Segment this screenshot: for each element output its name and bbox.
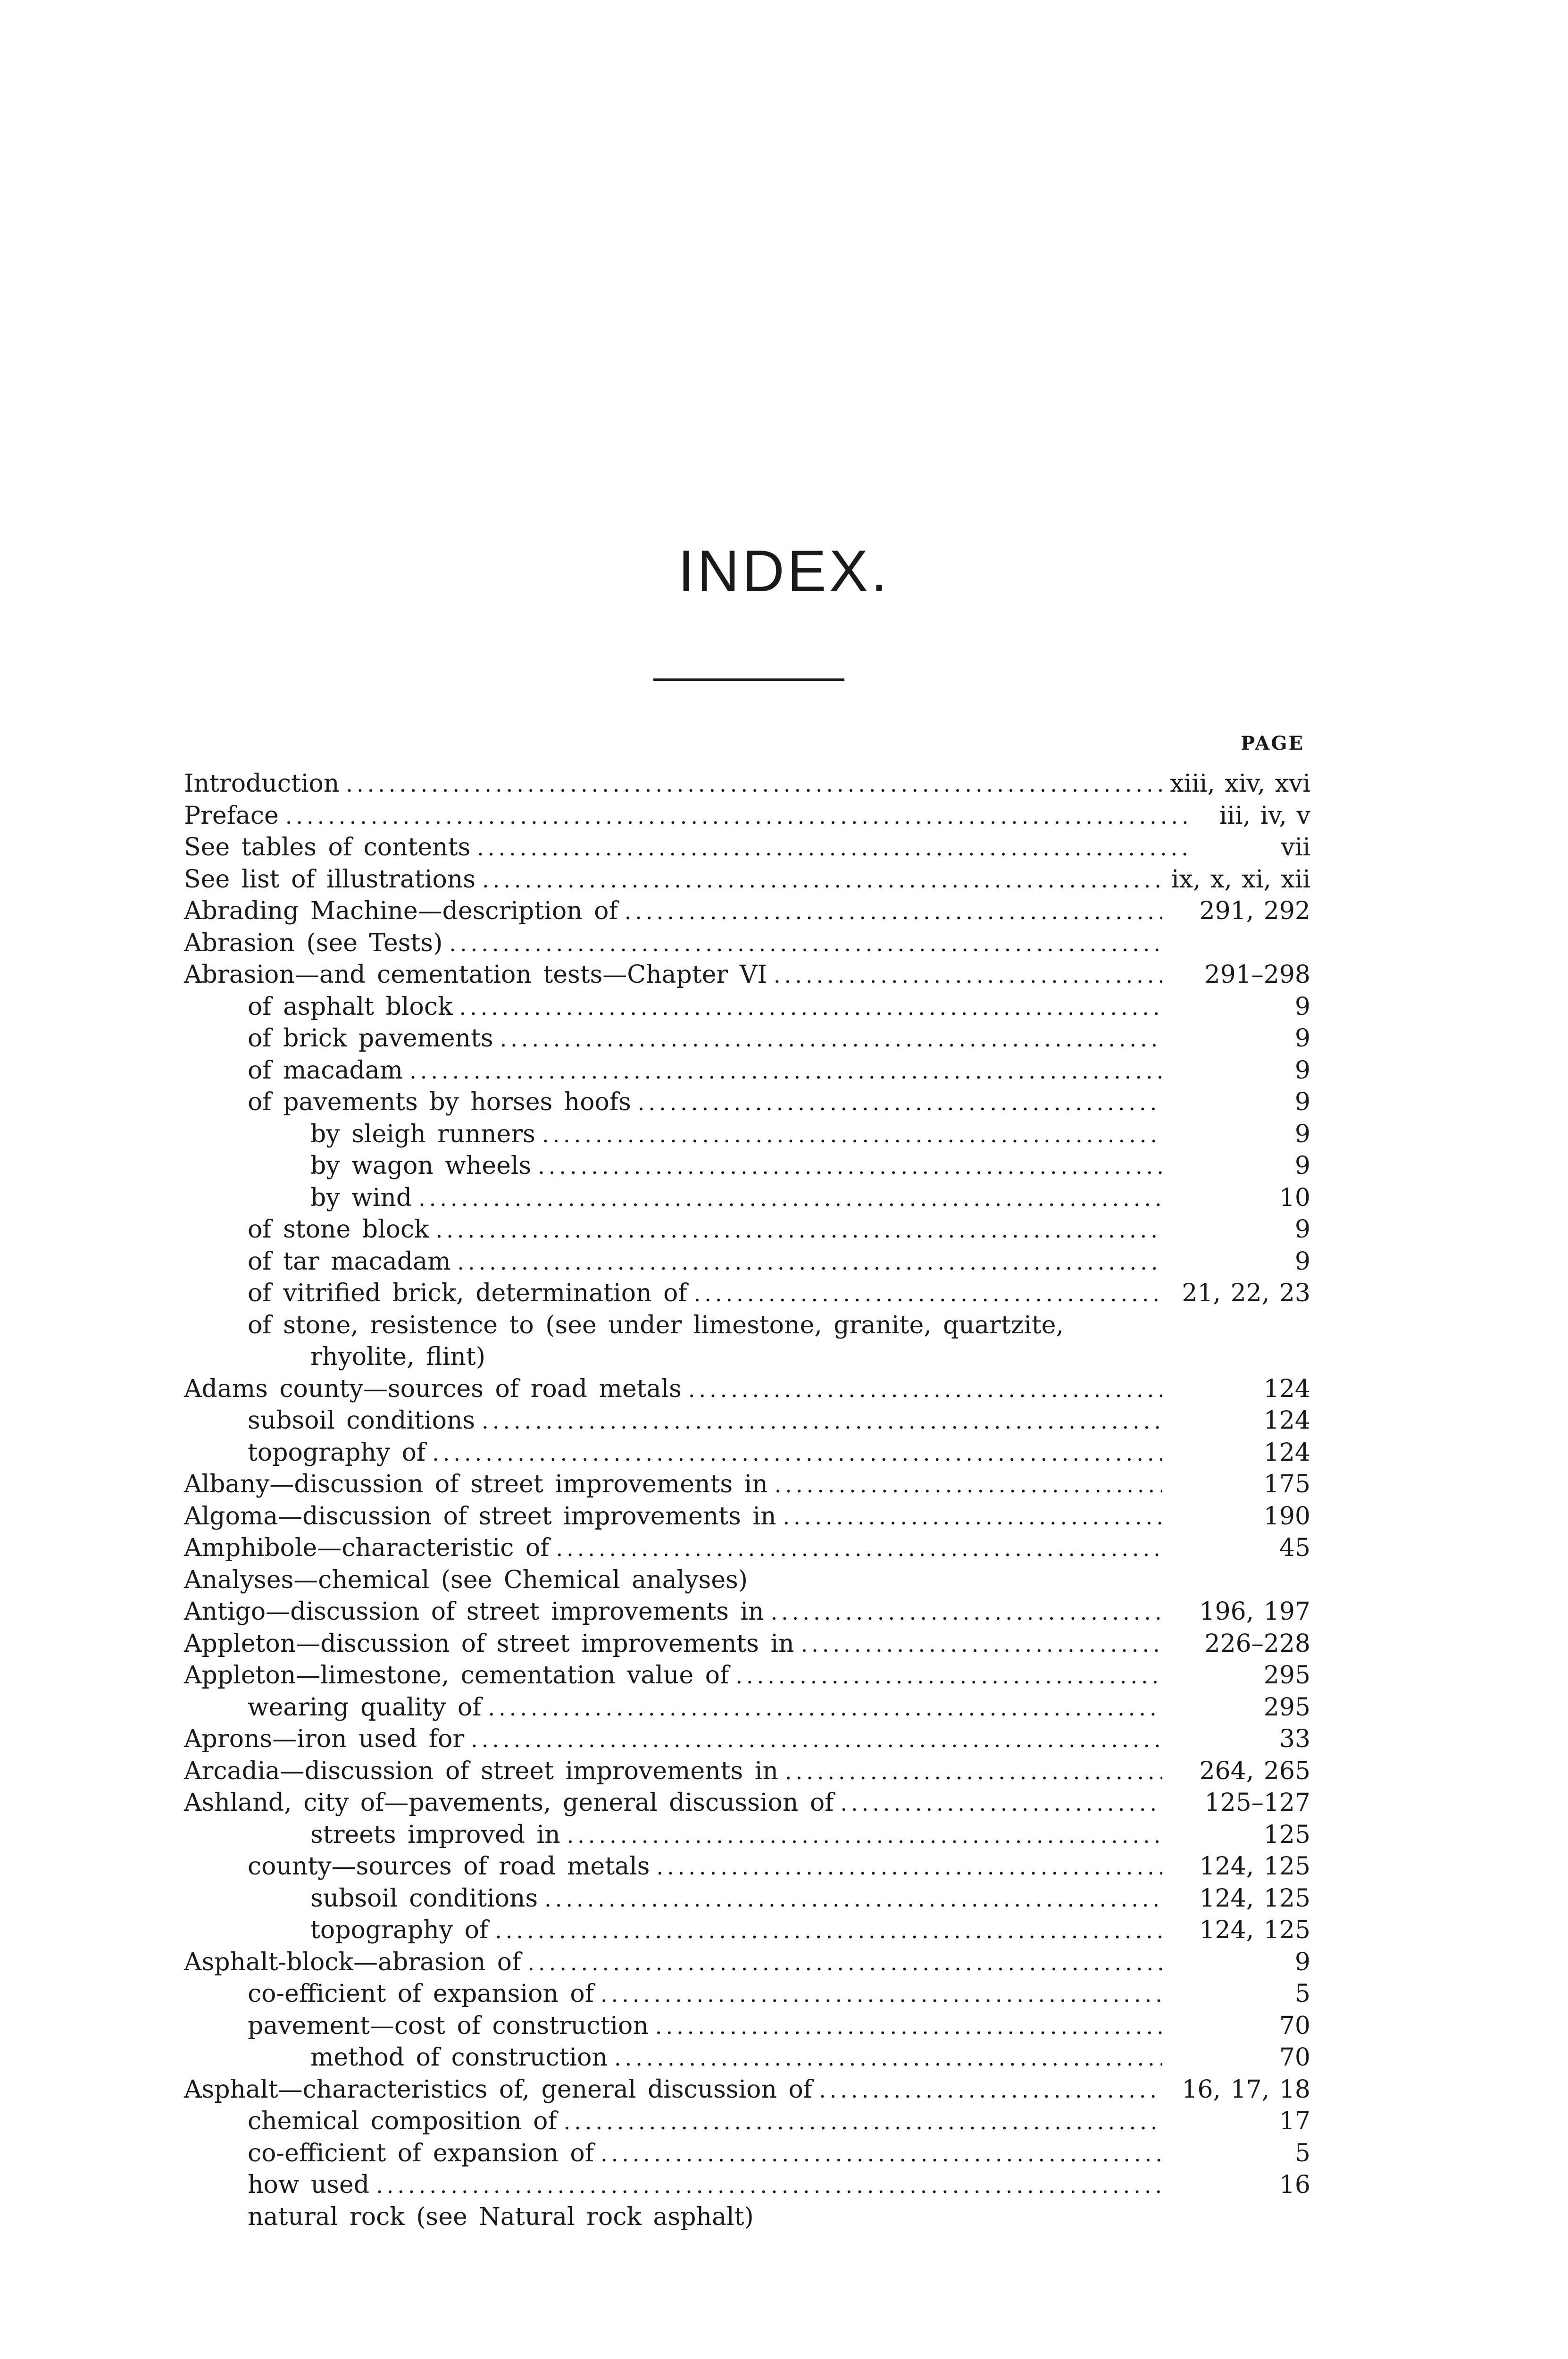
index-entry-text: co-efficient of expansion of — [248, 2139, 594, 2167]
index-entry-text: Appleton—limestone, cementation value of — [184, 1661, 729, 1690]
index-entry-page: 9 — [1294, 1024, 1310, 1053]
index-entry — [248, 1437, 1310, 1469]
index-entry — [184, 1501, 1310, 1533]
page-column-label: PAGE — [1241, 732, 1304, 754]
dot-leader — [625, 896, 1162, 928]
index-entry-text: Amphibole—characteristic of — [184, 1534, 550, 1562]
index-entry — [248, 991, 1310, 1023]
index-entry-page: 9 — [1294, 1056, 1310, 1085]
index-entry-page: 5 — [1294, 1980, 1310, 2008]
index-entry — [310, 1182, 1310, 1214]
index-entry-page: ix, x, xi, xii — [1171, 865, 1310, 894]
dot-leader — [527, 1947, 1162, 1979]
index-entry-page: 124 — [1263, 1406, 1310, 1435]
dot-leader — [614, 2042, 1162, 2075]
index-entry — [310, 1915, 1310, 1947]
index-entry-text: topography of — [310, 1916, 489, 1944]
index-entry-text: of macadam — [248, 1056, 403, 1085]
index-entry — [248, 1023, 1310, 1055]
dot-leader — [567, 1820, 1162, 1852]
index-entry-text: Asphalt-block—abrasion of — [184, 1948, 521, 1976]
dot-leader — [783, 1501, 1162, 1533]
index-entry — [248, 2010, 1310, 2042]
index-entry-text: Arcadia—discussion of street improvements in — [184, 1757, 778, 1785]
index-entry-text: Abrasion (see Tests) — [184, 929, 443, 957]
index-entry-page: 9 — [1294, 1247, 1310, 1276]
index-entry-text: subsoil conditions — [310, 1884, 538, 1913]
index-entry-text: Asphalt—characteristics of, general discussion of — [184, 2075, 813, 2104]
index-entry — [310, 2042, 1310, 2074]
index-entry — [248, 1405, 1310, 1437]
index-entry — [310, 1341, 1310, 1373]
dot-leader — [542, 1119, 1162, 1151]
index-entry-text: Adams county—sources of road metals — [184, 1374, 682, 1403]
index-entry — [248, 2169, 1310, 2201]
index-entry-page: 125–127 — [1204, 1789, 1310, 1817]
index-entry-text: by wind — [310, 1183, 412, 1212]
index-entry-page: 196, 197 — [1199, 1598, 1310, 1626]
index-entry-page: 9 — [1294, 1088, 1310, 1116]
dot-leader — [285, 801, 1191, 833]
dot-leader — [376, 2170, 1162, 2202]
index-entry — [248, 1246, 1310, 1278]
dot-leader — [556, 1533, 1162, 1565]
index-entry-text: streets improved in — [310, 1820, 560, 1849]
index-entry-text: topography of — [248, 1438, 426, 1467]
title-rule — [653, 678, 844, 681]
index-entry-text: Ashland, city of—pavements, general discussion of — [184, 1789, 834, 1817]
index-entry-page: 9 — [1294, 1948, 1310, 1976]
index-entry — [184, 1723, 1310, 1756]
index-entry-text: of stone, resistence to (see under limestone, granite, quartzite, — [248, 1311, 1064, 1339]
dot-leader — [346, 769, 1163, 801]
index-entry-page: 124 — [1263, 1374, 1310, 1403]
index-entry — [184, 1532, 1310, 1564]
index-entry-page: xiii, xiv, xvi — [1170, 770, 1310, 798]
dot-leader — [449, 928, 1162, 960]
dot-leader — [457, 1246, 1162, 1279]
dot-leader — [801, 1629, 1162, 1661]
index-entry-page: 175 — [1263, 1470, 1310, 1498]
dot-leader — [771, 1597, 1162, 1629]
index-entry — [184, 1660, 1310, 1692]
index-entry-page: 125 — [1263, 1820, 1310, 1849]
index-entry — [248, 2138, 1310, 2170]
index-entry-page: 33 — [1279, 1725, 1310, 1753]
index-entry — [248, 1692, 1310, 1724]
index-entry-text: of brick pavements — [248, 1024, 493, 1053]
index-entry-text: of asphalt block — [248, 992, 453, 1021]
index-entry — [184, 1373, 1310, 1405]
index-entry-text: natural rock (see Natural rock asphalt) — [248, 2202, 754, 2231]
index-entry-page: iii, iv, v — [1219, 801, 1310, 830]
dot-leader — [495, 1915, 1162, 1947]
index-entry-page: 226–228 — [1204, 1629, 1310, 1658]
index-entry-text: pavement—cost of construction — [248, 2011, 649, 2040]
index-entry-text: Abrading Machine—description of — [184, 897, 618, 925]
dot-leader — [459, 992, 1162, 1024]
index-entry-text: chemical composition of — [248, 2107, 557, 2135]
dot-leader — [655, 2011, 1162, 2043]
dot-leader — [482, 864, 1165, 896]
index-entry-text: of pavements by horses hoofs — [248, 1088, 631, 1116]
index-entry — [184, 768, 1310, 800]
index-entry — [184, 864, 1310, 896]
index-entry — [184, 1947, 1310, 1979]
dot-leader — [601, 2138, 1162, 2170]
index-entry-text: by sleigh runners — [310, 1120, 535, 1148]
index-entry-text: co-efficient of expansion of — [248, 1980, 594, 2008]
index-entry-text: Aprons—iron used for — [184, 1725, 465, 1753]
dot-leader — [432, 1438, 1162, 1470]
index-entry-page: 124, 125 — [1199, 1884, 1310, 1913]
index-entry-text: county—sources of road metals — [248, 1852, 650, 1881]
index-entry-text: Algoma—discussion of street improvements in — [184, 1502, 776, 1531]
index-entry-page: 45 — [1279, 1534, 1310, 1562]
index-entries — [0, 768, 1568, 2233]
index-entry — [310, 1883, 1310, 1915]
dot-leader — [775, 1469, 1162, 1501]
index-entry-page: 16, 17, 18 — [1182, 2075, 1310, 2104]
index-entry — [184, 1596, 1310, 1628]
index-entry-text: See tables of contents — [184, 833, 471, 862]
index-entry-text: Introduction — [184, 770, 340, 798]
dot-leader — [544, 1883, 1162, 1916]
index-entry-text: subsoil conditions — [248, 1406, 475, 1435]
index-entry-text: by wagon wheels — [310, 1152, 532, 1180]
dot-leader — [418, 1183, 1162, 1215]
index-entry-page: 291–298 — [1204, 961, 1310, 989]
dot-leader — [477, 832, 1191, 864]
index-entry-page: 70 — [1279, 2043, 1310, 2072]
index-entry-text: Preface — [184, 801, 279, 830]
dot-leader — [735, 1660, 1162, 1692]
index-entry-page: 5 — [1294, 2139, 1310, 2167]
index-entry — [184, 1756, 1310, 1788]
index-entry — [310, 1150, 1310, 1182]
index-entry-page: 190 — [1263, 1502, 1310, 1531]
index-entry-text: of tar macadam — [248, 1247, 451, 1276]
dot-leader — [688, 1374, 1162, 1406]
index-entry — [184, 1469, 1310, 1501]
dot-leader — [657, 1851, 1163, 1883]
index-entry — [248, 1055, 1310, 1087]
index-entry — [310, 1819, 1310, 1851]
index-entry — [184, 895, 1310, 928]
dot-leader — [638, 1087, 1162, 1119]
index-entry-text: Antigo—discussion of street improvements in — [184, 1598, 764, 1626]
index-entry-page: 21, 22, 23 — [1182, 1279, 1310, 1307]
index-entry — [248, 1214, 1310, 1246]
index-entry-page: 295 — [1263, 1661, 1310, 1690]
dot-leader — [409, 1055, 1162, 1087]
index-entry — [248, 1310, 1310, 1342]
index-entry — [248, 1978, 1310, 2010]
index-entry-page: 124, 125 — [1199, 1852, 1310, 1881]
index-entry-text: Abrasion—and cementation tests—Chapter VI — [184, 961, 767, 989]
index-entry — [248, 1087, 1310, 1119]
index-entry-page: 9 — [1294, 992, 1310, 1021]
index-entry-page: 10 — [1279, 1183, 1310, 1212]
index-entry-page: 9 — [1294, 1215, 1310, 1244]
dot-leader — [538, 1151, 1162, 1183]
index-entry — [248, 1278, 1310, 1310]
index-entry — [184, 832, 1310, 864]
index-entry — [184, 1787, 1310, 1819]
index-entry-page: 124, 125 — [1199, 1916, 1310, 1944]
index-entry-text: wearing quality of — [248, 1693, 482, 1722]
index-entry-text: how used — [248, 2171, 370, 2199]
index-entry-text: Analyses—chemical (see Chemical analyses) — [184, 1565, 748, 1594]
index-entry-text: rhyolite, flint) — [310, 1343, 486, 1371]
index-entry-text: See list of illustrations — [184, 865, 475, 894]
index-entry — [184, 928, 1310, 960]
index-entry — [184, 800, 1310, 832]
index-entry — [184, 1628, 1310, 1660]
index-entry-page: 16 — [1279, 2171, 1310, 2199]
index-entry-page: 295 — [1263, 1693, 1310, 1722]
dot-leader — [840, 1788, 1162, 1820]
index-entry — [248, 2106, 1310, 2138]
page-title: INDEX. — [678, 539, 890, 604]
index-entry-text: Appleton—discussion of street improvements in — [184, 1629, 794, 1658]
index-entry-page: 9 — [1294, 1152, 1310, 1180]
index-entry — [248, 2201, 1310, 2234]
index-entry-text: Albany—discussion of street improvements in — [184, 1470, 768, 1498]
index-entry-page: 291, 292 — [1199, 897, 1310, 925]
index-entry-page: 70 — [1279, 2011, 1310, 2040]
dot-leader — [601, 1979, 1162, 2011]
index-entry — [184, 1564, 1310, 1597]
dot-leader — [774, 960, 1162, 992]
dot-leader — [500, 1023, 1162, 1055]
index-entry-page: 124 — [1263, 1438, 1310, 1467]
index-entry — [310, 1119, 1310, 1151]
index-entry-text: of vitrified brick, determination of — [248, 1279, 687, 1307]
dot-leader — [482, 1405, 1162, 1438]
dot-leader — [564, 2106, 1162, 2138]
index-entry — [184, 2074, 1310, 2106]
dot-leader — [694, 1278, 1162, 1310]
index-entry-page: 17 — [1279, 2107, 1310, 2135]
dot-leader — [819, 2075, 1162, 2107]
index-entry-page: 9 — [1294, 1120, 1310, 1148]
dot-leader — [436, 1214, 1162, 1246]
index-entry — [248, 1851, 1310, 1883]
dot-leader — [488, 1692, 1162, 1724]
index-entry-text: of stone block — [248, 1215, 429, 1244]
index-entry-page: vii — [1281, 833, 1310, 862]
index-entry-page: 264, 265 — [1199, 1757, 1310, 1785]
dot-leader — [471, 1724, 1162, 1756]
index-entry-text: method of construction — [310, 2043, 608, 2072]
index-entry — [184, 959, 1310, 991]
dot-leader — [785, 1756, 1162, 1788]
